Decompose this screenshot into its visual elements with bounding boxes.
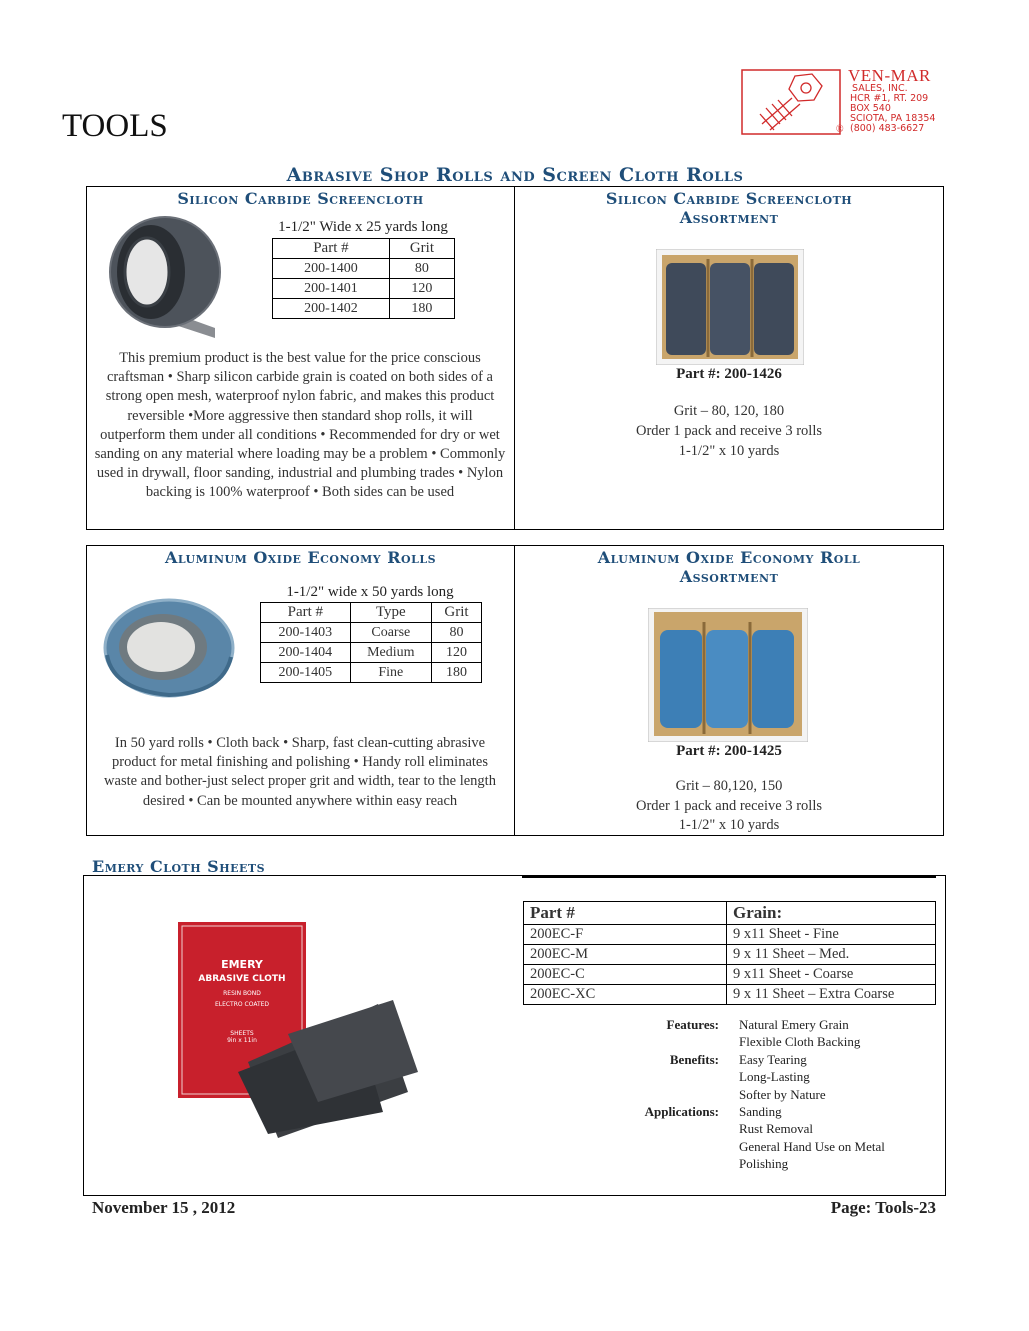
table-header: Part # [524,902,727,925]
benefit-item: Softer by Nature [739,1086,826,1102]
silicon-assortment-heading: Silicon Carbide Screencloth [605,189,853,208]
table-row [261,623,482,643]
grit-value: 120 [431,643,481,663]
silicon-carbide-roll-image [105,210,225,340]
features-label: Features: [666,1017,719,1032]
feature-item: Flexible Cloth Backing [739,1034,861,1050]
table-row [261,643,482,663]
part-number: 200EC-C [524,965,727,985]
table-header: Grit [389,239,454,259]
emery-package-image [178,922,424,1138]
aluminum-oxide-heading: Aluminum Oxide Economy Rolls [164,548,437,567]
silicon-assortment-box-image [656,249,804,365]
package-text: EMERY [221,958,263,971]
table-header: Grain: [727,902,936,925]
emery-cloth-heading: Emery Cloth Sheets [92,857,266,876]
logo-company-name: VEN-MAR [848,66,931,85]
grit-value: 120 [389,279,454,299]
company-logo [740,68,970,138]
silicon-assortment-part: Part #: 200-1426 [676,366,782,382]
type-value: Fine [350,663,431,683]
grain-value: 9 x11 Sheet - Fine [727,925,936,945]
main-heading: Abrasive Shop Rolls and Screen Cloth Rolls [286,164,744,186]
bolt-logo-icon [740,68,844,136]
benefit-item: Easy Tearing [739,1052,807,1067]
aluminum-assortment-heading: Aluminum Oxide Economy Roll [597,548,861,567]
table-row [273,279,455,299]
package-text: SHEETS [230,1030,254,1037]
aluminum-oxide-roll-image [103,595,235,701]
grit-value: 180 [431,663,481,683]
table-row [273,299,455,319]
part-number: 200-1403 [261,623,351,643]
silicon-carbide-table [272,238,455,319]
part-number: 200EC-M [524,945,727,965]
part-number: 200-1400 [273,259,390,279]
benefits-label: Benefits: [669,1052,719,1067]
silicon-carbide-heading: Silicon Carbide Screencloth [177,189,424,208]
grit-value: 180 [389,299,454,319]
table-row [524,925,936,945]
package-text: ELECTRO COATED [214,1001,270,1008]
table-row [273,259,455,279]
assortment-detail: 1-1/2" x 10 yards [678,443,780,459]
assortment-detail: Order 1 pack and receive 3 rolls [635,797,822,814]
type-value: Coarse [350,623,431,643]
table-row [524,965,936,985]
assortment-detail: Order 1 pack and receive 3 rolls [635,423,822,439]
table-header: Grit [431,603,481,623]
table-row [524,945,936,965]
logo-line: SALES, INC. [852,83,908,94]
footer-date: November 15 , 2012 [92,1198,236,1217]
part-number: 200-1401 [273,279,390,299]
aluminum-size-label: 1-1/2" wide x 50 yards long [286,584,454,600]
section-divider [514,545,515,836]
logo-line: (800) 483-6627 [850,123,925,134]
aluminum-oxide-table [260,602,482,683]
benefit-item: Long-Lasting [739,1069,810,1085]
table-row [261,663,482,683]
application-item: Rust Removal [739,1121,814,1137]
package-text: ABRASIVE CLOTH [198,974,286,984]
part-number: 200-1405 [261,663,351,683]
application-item: General Hand Use on Metal [739,1138,885,1154]
assortment-detail: 1-1/2" x 10 yards [678,817,780,833]
assortment-detail: Grit – 80, 120, 180 [673,403,785,419]
applications-label: Applications: [644,1104,719,1119]
logo-line: HCR #1, RT. 209 [850,93,929,104]
silicon-assortment-heading-2: Assortment [679,208,779,227]
silicon-size-label: 1-1/2" Wide x 25 yards long [278,219,448,235]
part-number: 200-1404 [261,643,351,663]
table-row [524,985,936,1005]
logo-line: SCIOTA, PA 18354 [850,113,936,124]
feature-item: Natural Emery Grain [739,1017,849,1032]
part-number: 200-1402 [273,299,390,319]
aluminum-oxide-description: In 50 yard rolls • Cloth back • Sharp, fast clean-cutting abrasive product for metal finishing and polishing • Handy roll eliminates waste and bother-just select proper grit and width, tear to the length desired • Can be mounted anywhere within easy reach [104,735,496,809]
part-number: 200EC-XC [524,985,727,1005]
table-header: Part # [261,603,351,623]
table-header: Type [350,603,431,623]
grain-value: 9 x 11 Sheet – Extra Coarse [727,985,936,1005]
registered-mark: ® [836,124,844,135]
package-text: RESIN BOND [223,990,261,997]
table-header: Part # [273,239,390,259]
application-item: Polishing [739,1156,789,1172]
grit-value: 80 [431,623,481,643]
part-number: 200EC-F [524,925,727,945]
footer-page-number: Page: Tools-23 [830,1198,936,1217]
logo-line: BOX 540 [850,103,891,114]
page-title: TOOLS [62,108,168,144]
emery-cloth-table [523,901,936,1005]
application-item: Sanding [739,1104,782,1119]
aluminum-assortment-box-image [648,608,808,742]
silicon-carbide-description: This premium product is the best value for the price conscious craftsman • Sharp silicon carbide grain is coated on both sides of a strong open mesh, waterproof nylon fabric, and makes this product reversible •More aggressive then standard shop rolls, it will outperform them under all conditions • Recommended for dry or wet sanding on any material where loading may be a problem • Commonly used in drywall, floor sanding, industrial and plumbing trades • Nylon backing is 100% waterproof • Both sides can be used [94,350,506,501]
section-divider [514,186,515,530]
assortment-detail: Grit – 80,120, 150 [675,778,783,794]
aluminum-assortment-heading-2: Assortment [679,567,779,586]
grit-value: 80 [389,259,454,279]
grain-value: 9 x11 Sheet - Coarse [727,965,936,985]
grain-value: 9 x 11 Sheet – Med. [727,945,936,965]
type-value: Medium [350,643,431,663]
aluminum-assortment-part: Part #: 200-1425 [676,743,782,759]
package-text: 9in x 11in [227,1037,257,1044]
emery-table-top-rule [522,876,936,878]
